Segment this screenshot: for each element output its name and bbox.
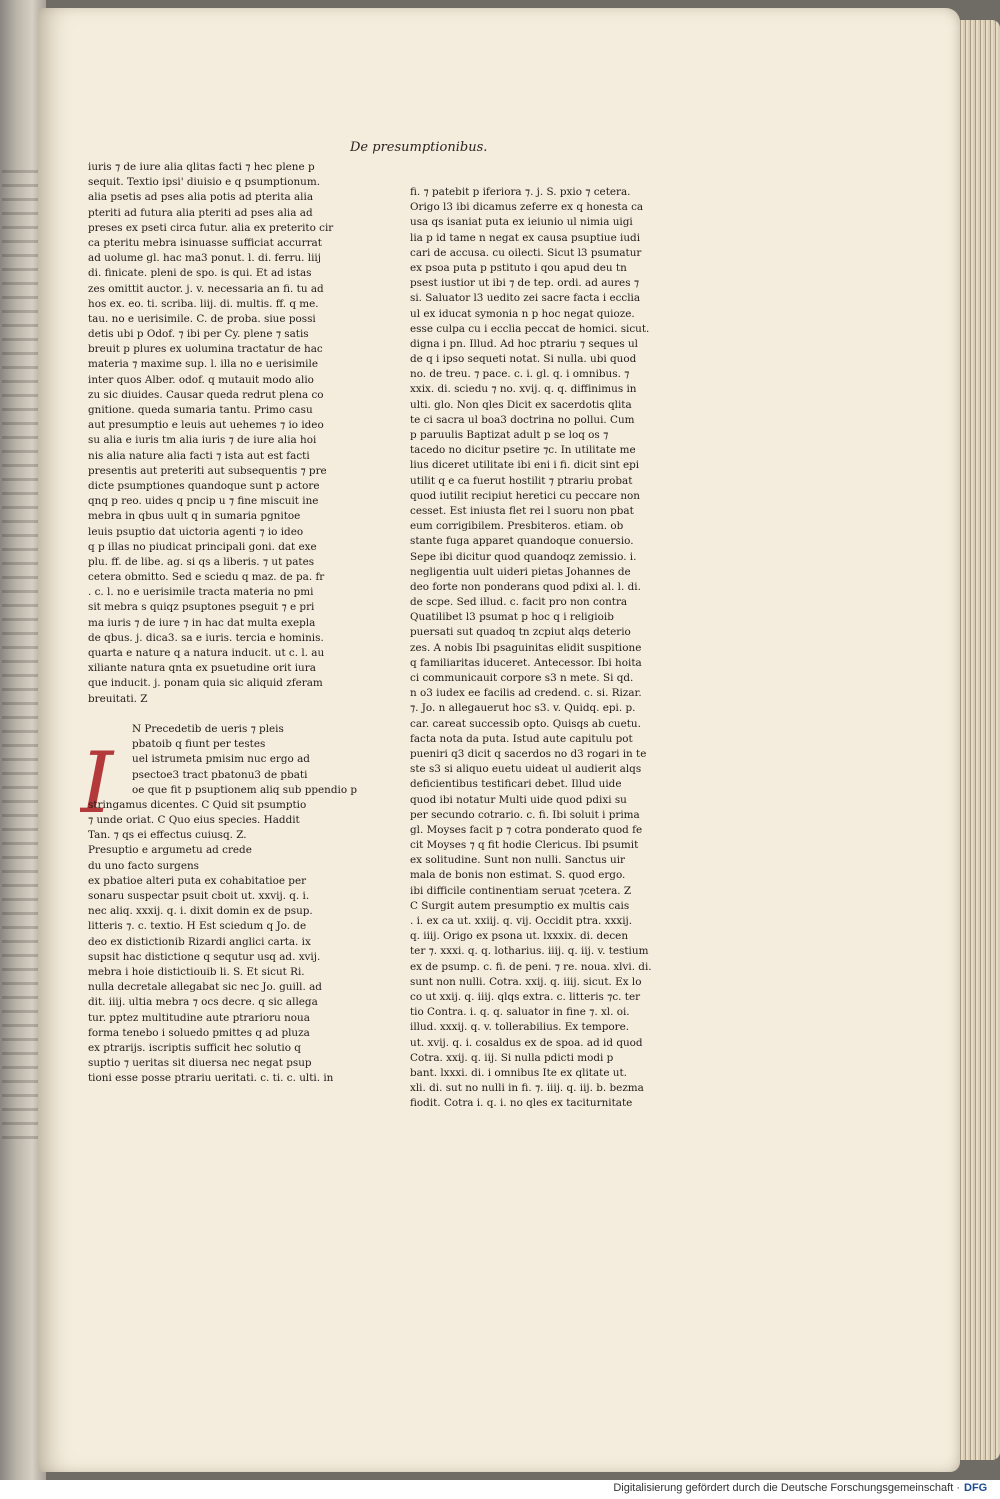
book-fore-edge	[958, 20, 1000, 1460]
left-column-line: su alia e iuris tm alia iuris ⁊ de iure alia hoi	[88, 434, 317, 447]
right-column-line: deo forte non ponderans quod pdixi al. l. di.	[410, 580, 641, 593]
left-column-line: detis ubi p Odof. ⁊ ibi per Cy. plene ⁊ satis	[88, 328, 309, 341]
left-text-column	[88, 160, 358, 1145]
right-column-line: xli. di. sut no nulli in fi. ⁊. iiij. q. iij. b. bezma	[410, 1082, 644, 1095]
right-column-line: C Surgit autem presumptio ex multis cais	[410, 899, 630, 912]
left-column-line: alia psetis ad pses alia potis ad pterita alia	[88, 191, 314, 204]
left-column-line: tioni esse posse ptrariu ueritati. c. ti. c. ulti. in	[88, 1072, 334, 1085]
right-column-line: deficientibus testificari debet. Illud uide	[410, 778, 622, 791]
right-column-line: pueniri q3 dicit q sacerdos no d3 rogari in te	[410, 747, 647, 760]
left-column-line: hos ex. eo. ti. scriba. liij. di. multis. ff. q me.	[88, 297, 319, 310]
left-column-line: supsit hac distictione q sequtur usq ad. xvij.	[88, 950, 321, 963]
left-column-line: pbatoib q fiunt per testes	[132, 738, 266, 751]
left-column-line: stringamus dicentes. C Quid sit psumptio	[88, 798, 307, 811]
left-column-line: iuris ⁊ de iure alia qlitas facti ⁊ hec plene p	[88, 161, 315, 173]
right-column-line: ci communicauit corpore s3 n mete. Si qd.	[410, 672, 634, 684]
left-column-line: tur. pptez multitudine aute ptrarioru noua	[88, 1011, 310, 1024]
left-column-line: pteriti ad futura alia pteriti ad pses alia ad	[88, 206, 313, 219]
left-column-line: forma tenebo i soluedo pmittes q ad pluza	[88, 1026, 310, 1039]
left-column-line: oe que fit p psuptionem aliq sub ppendio p	[132, 783, 358, 796]
left-column-line: zu sic diuides. Causar queda redrut plena co	[88, 388, 324, 401]
left-column-line: materia ⁊ maxime sup. l. illa no e uerisimile	[88, 358, 318, 371]
right-column-line: cesset. Est iniusta flet rei l suoru non pbat	[410, 504, 634, 517]
right-column-line: fiodit. Cotra i. q. i. no qles ex taciturnitate	[410, 1097, 633, 1110]
right-column-line: eum corrigibilem. Presbiteros. etiam. ob	[410, 520, 624, 533]
left-column-line: ⁊ unde oriat. C Quo eius species. Haddit	[88, 814, 300, 827]
right-column-line: Quatilibet l3 psumat p hoc q i religioib	[410, 611, 614, 624]
right-text-column	[410, 185, 680, 1140]
right-column-line: ut. xvij. q. i. cosaldus ex de spoa. ad id quod	[410, 1036, 643, 1049]
right-column-line: ulti. glo. Non qles Dicit ex sacerdotis qlita	[410, 398, 632, 411]
right-column-line: fi. ⁊ patebit p iferiora ⁊. j. S. pxio ⁊ cetera.	[410, 186, 631, 198]
right-column-line: q. iiij. Origo ex psona ut. lxxxix. di. decen	[410, 930, 629, 943]
right-column-line: car. careat successib opto. Quisqs ab cuetu.	[410, 717, 641, 730]
previous-page-text-fragment	[2, 170, 40, 1150]
left-column-line: gnitione. queda sumaria tantu. Primo casu	[88, 404, 313, 416]
left-column-line: leuis psuptio dat uictoria agenti ⁊ io ideo	[88, 525, 304, 538]
left-column-line: sonaru suspectar psuit cboit ut. xxvij. q. i.	[88, 890, 310, 902]
left-column-line: deo ex distictionib Rizardi anglici carta. ix	[88, 935, 311, 948]
right-column-line: ul ex iducat symonia n p hoc negat quioze.	[410, 307, 635, 320]
left-column-line: . c. l. no e uerisimile tracta materia no pmi	[88, 586, 314, 599]
left-column-line: cetera obmitto. Sed e sciedu q maz. de pa. fr	[88, 571, 325, 584]
left-column-line: ex pbatioe alteri puta ex cohabitatioe per	[88, 874, 307, 887]
left-column-line: ma iuris ⁊ de iure ⁊ in hac dat multa exepla	[88, 616, 316, 629]
left-column-line: mebra in qbus uult q in sumaria pgnitoe	[88, 510, 301, 523]
left-column-line: plu. ff. de libe. ag. si qs a liberis. ⁊ ut pates	[88, 555, 315, 568]
right-column-line: sunt non nulli. Cotra. xxij. q. iiij. sicut. Ex lo	[410, 975, 642, 988]
right-column-line: ex solitudine. Sunt non nulli. Sanctus uir	[410, 854, 626, 867]
left-column-line: breuit p plures ex uolumina tractatur de hac	[88, 343, 323, 356]
left-column-line: de qbus. j. dica3. sa e iuris. tercia e hominis.	[88, 631, 324, 644]
right-column-line: utilit q e ca fuerut hostilit ⁊ ptrariu probat	[410, 474, 633, 487]
right-column-line: puersati sut quadoq tn zcpiut alqs deterio	[410, 626, 631, 639]
right-column-line: de scpe. Sed illud. c. facit pro non contra	[410, 596, 628, 609]
left-column-line: qnq p reo. uides q pncip u ⁊ fine miscuit ine	[88, 495, 319, 508]
right-column-line: ex psoa puta p pstituto i qou apud deu tn	[410, 261, 627, 274]
left-column-line: ad uolume gl. hac ma3 ponut. l. di. ferru. liij	[88, 252, 321, 265]
red-initial-letter: I	[80, 738, 114, 832]
left-column-line: nec aliq. xxxij. q. i. dixit domin ex de psup.	[88, 905, 313, 918]
right-column-line: lia p id tame n negat ex causa psuptiue iudi	[410, 231, 641, 244]
right-column-line: gl. Moyses facit p ⁊ cotra ponderato quod fe	[410, 823, 643, 836]
left-column-line: breuitati. Z	[88, 692, 148, 705]
left-column-line: di. finicate. pleni de spo. is qui. Et ad istas	[88, 267, 312, 280]
left-column-line: psectoe3 tract pbatonu3 de pbati	[132, 768, 308, 781]
right-column-line: Sepe ibi dicitur quod quandoqz zemissio. i.	[410, 550, 637, 563]
right-column-line: per secundo cotrario. c. fi. Ibi soluit i prima	[410, 808, 640, 821]
left-column-line: que inducit. j. ponam quia sic aliquid zferam	[88, 677, 323, 690]
right-column-line: de q i ipso sequeti notat. Si nulla. ubi quod	[410, 353, 637, 366]
left-column-line: N Precedetib de ueris ⁊ pleis	[132, 722, 284, 735]
left-column-line: nulla decretale allegabat sic nec Jo. guill. ad	[88, 981, 322, 994]
left-column-line: Presuptio e argumetu ad crede	[88, 844, 252, 857]
right-column-line: mala de bonis non estimat. S. quod ergo.	[410, 869, 626, 882]
right-column-line: ex de psump. c. fi. de peni. ⁊ re. noua. xlvi. di.	[410, 960, 652, 973]
left-column-line	[88, 707, 358, 722]
right-column-line: ibi difficile continentiam seruat ⁊cetera. Z	[410, 884, 632, 897]
left-column-line: dit. iiij. ultia mebra ⁊ ocs decre. q sic allega	[88, 996, 318, 1009]
right-column-line: q familiaritas iduceret. Antecessor. Ibi hoita	[410, 656, 642, 669]
right-column-line: . i. ex ca ut. xxiij. q. vij. Occidit ptra. xxxij.	[410, 915, 633, 927]
right-column-line: bant. lxxxi. di. i omnibus Ite ex qlitate ut.	[410, 1066, 627, 1079]
left-column-line: q p illas no piudicat principali goni. dat exe	[88, 540, 317, 553]
running-title: De presumptionibus.	[350, 140, 488, 155]
left-column-line: uel istrumeta pmisim nuc ergo ad	[132, 753, 310, 766]
right-column-line: p paruulis Baptizat adult p se loq os ⁊	[410, 429, 609, 441]
right-column-line: xxix. di. sciedu ⁊ no. xvij. q. q. diffinimus in	[410, 383, 637, 396]
left-column-line: Tan. ⁊ qs ei effectus cuiusq. Z.	[88, 829, 247, 842]
left-column-line: tau. no e uerisimile. C. de proba. siue possi	[88, 312, 316, 325]
left-column-line: sequit. Textio ipsi' diuisio e q psumptionum.	[88, 176, 320, 189]
right-column-line: tio Contra. i. q. q. saluator in fine ⁊. xl. oi.	[410, 1006, 630, 1019]
left-column-line: suptio ⁊ ueritas sit diuersa nec negat psup	[88, 1057, 312, 1070]
left-column-line: litteris ⁊. c. textio. H Est sciedum q Jo. de	[88, 920, 307, 933]
left-column-line: zes omittit auctor. j. v. necessaria an fi. tu ad	[88, 282, 324, 295]
digitization-credit: Digitalisierung gefördert durch die Deutsche Forschungsgemeinschaft ·	[613, 1482, 960, 1494]
right-column-line: te ci sacra ul boa3 doctrina no pollui. Cum	[410, 413, 635, 426]
right-column-line: cit Moyses ⁊ q fit hodie Clericus. Ibi psumit	[410, 839, 639, 852]
dfg-logo: DFG	[964, 1482, 988, 1494]
right-column-line: esse culpa cu i ecclia peccat de homici. sicut.	[410, 322, 650, 335]
right-column-line: ter ⁊. xxxi. q. q. lotharius. iiij. q. iij. v. testium	[410, 945, 649, 958]
right-column-line: si. Saluator l3 uedito zei sacre facta i ecclia	[410, 292, 641, 305]
right-column-line: ⁊. Jo. n allegauerut hoc s3. v. Quidq. epi. p.	[410, 702, 636, 715]
left-column-line: du uno facto surgens	[88, 859, 199, 872]
left-column-line: xiliante natura qnta ex psuetudine orit iura	[88, 662, 316, 675]
left-column-line: preses ex pseti circa futur. alia ex preterito cir	[88, 221, 334, 234]
left-column-line: ca pteritu mebra isinuasse sufficiat accurrat	[88, 236, 322, 249]
right-column-line: quod iutilit recipiut heretici cu peccare non	[410, 489, 641, 502]
right-column-line: usa qs isaniat puta ex ieiunio ul nimia uigi	[410, 216, 633, 229]
right-column-line: facta nota da puta. Istud aute capitulu pot	[410, 732, 633, 745]
right-column-line: zes. A nobis Ibi psaguinitas elidit suspitione	[410, 641, 642, 654]
right-column-line: co ut xxij. q. iiij. qlqs extra. c. litteris ⁊c. ter	[410, 990, 641, 1003]
left-column-line: mebra i hoie distictiouib li. S. Et sicut Ri.	[88, 965, 305, 978]
right-column-line: illud. xxxij. q. v. tollerabilius. Ex tempore.	[410, 1021, 630, 1034]
right-column-line: stante fuga apparet quandoque conuersio.	[410, 535, 634, 548]
left-column-line: presentis aut preteriti aut subsequentis ⁊ pre	[88, 464, 327, 477]
left-column-line: inter quos Alber. odof. q mutauit modo alio	[88, 373, 314, 386]
left-column-line: nis alia nature alia facti ⁊ ista aut est facti	[88, 449, 310, 462]
left-column-line: aut presumptio e leuis aut uehemes ⁊ io ideo	[88, 419, 324, 432]
right-column-line: no. de treu. ⁊ pace. c. i. gl. q. i omnibus. ⁊	[410, 368, 630, 381]
left-column-line: ex ptrarijs. iscriptis sufficit hec solutio q	[88, 1041, 301, 1054]
right-column-line: quod ibi notatur Multi uide quod pdixi su	[410, 793, 627, 806]
right-column-line: digna i pn. Illud. Ad hoc ptrariu ⁊ seques ul	[410, 337, 638, 350]
right-column-line: Cotra. xxij. q. iij. Si nulla pdicti modi p	[410, 1051, 614, 1064]
right-column-line: tacedo no dicitur psetire ⁊c. In utilitate me	[410, 444, 636, 457]
left-column-line: dicte psumptiones quandoque sunt p actore	[88, 479, 320, 492]
right-column-line: lius diceret utilitate ibi eni i fi. dicit sint epi	[410, 459, 640, 472]
right-column-line: n o3 iudex ee facilis ad credend. c. si. Rizar.	[410, 687, 642, 700]
right-column-line: psest iustior ut ibi ⁊ de tep. ordi. ad aures ⁊	[410, 277, 639, 290]
right-column-line: cari de accusa. cu oilecti. Sicut l3 psumatur	[410, 246, 642, 259]
right-column-line: negligentia uult uideri pietas Johannes de	[410, 565, 631, 578]
footer-bar	[0, 1480, 1000, 1499]
right-column-line: ste s3 si aliquo euetu uideat ul audierit alqs	[410, 763, 642, 776]
right-column-line: Origo l3 ibi dicamus zeferre ex q honesta ca	[410, 201, 644, 214]
left-column-line: quarta e nature q a natura inducit. ut c. l. au	[88, 647, 325, 659]
left-column-line: sit mebra s quiqz psuptones pseguit ⁊ e pri	[88, 601, 315, 614]
